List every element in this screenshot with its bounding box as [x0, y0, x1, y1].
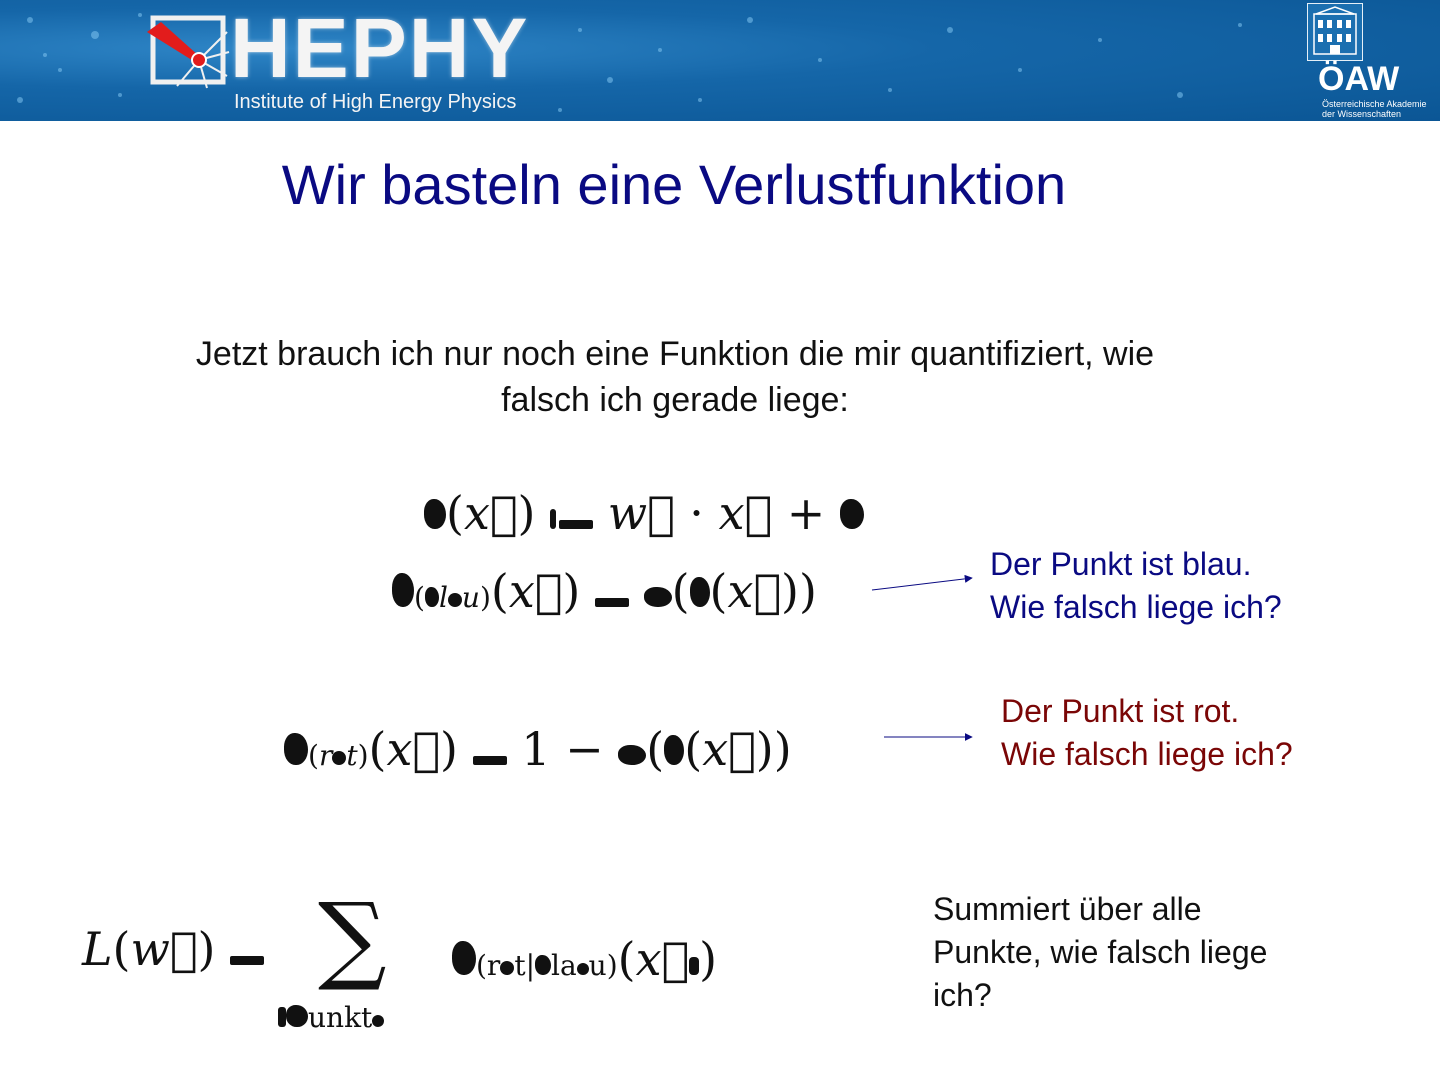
note-red-line1: Der Punkt ist rot. — [1001, 693, 1240, 729]
header-banner — [0, 0, 1440, 121]
formula-decision-function: (x⃗) w⃗ · x⃗ + — [424, 478, 864, 548]
note-sum-line3: ich? — [933, 977, 992, 1013]
hephy-emblem-icon — [147, 12, 237, 102]
formula-loss-red: (r t)(x⃗) 1 − ( (x⃗)) — [284, 714, 792, 791]
slide-title: Wir basteln eine Verlustfunktion — [281, 153, 1067, 216]
academy-building-icon — [1307, 3, 1363, 61]
intro-text — [80, 331, 1270, 423]
note-sum-line1: Summiert über alle — [933, 891, 1202, 927]
intro-line-2: falsch ich gerade liege: — [501, 381, 849, 419]
oaw-subtitle-line2: der Wissenschaften — [1322, 109, 1402, 119]
formula-loss-blue: ( l u)(x⃗) ( (x⃗)) — [392, 556, 817, 633]
oaw-wordmark: ÖAW — [1318, 60, 1400, 98]
oaw-logo — [1304, 3, 1436, 119]
summation-subscript: unkt — [278, 998, 384, 1038]
note-red-point — [1001, 690, 1293, 776]
summation-symbol: ∑ — [318, 882, 387, 994]
hephy-wordmark: HEPHY — [230, 1, 530, 95]
note-blue-line2: Wie falsch liege ich? — [990, 589, 1282, 625]
note-blue-point — [990, 543, 1282, 629]
note-blue-line1: Der Punkt ist blau. — [990, 546, 1252, 582]
arrow-blue-note — [872, 578, 972, 590]
formula-total-loss: L(w⃗) — [82, 914, 264, 984]
hephy-subtitle: Institute of High Energy Physics — [234, 91, 517, 113]
note-summation — [933, 888, 1267, 1017]
oaw-subtitle-line1: Österreichische Akademie — [1322, 99, 1427, 109]
note-red-line2: Wie falsch liege ich? — [1001, 736, 1293, 772]
intro-line-1: Jetzt brauch ich nur noch eine Funktion die mir quantifiziert, wie — [195, 335, 1155, 373]
note-sum-line2: Punkte, wie falsch liege — [933, 934, 1268, 970]
oaw-subtitle — [1322, 99, 1436, 119]
formula-total-loss-term: (r t| la u)(x⃗ ) — [452, 924, 717, 1001]
